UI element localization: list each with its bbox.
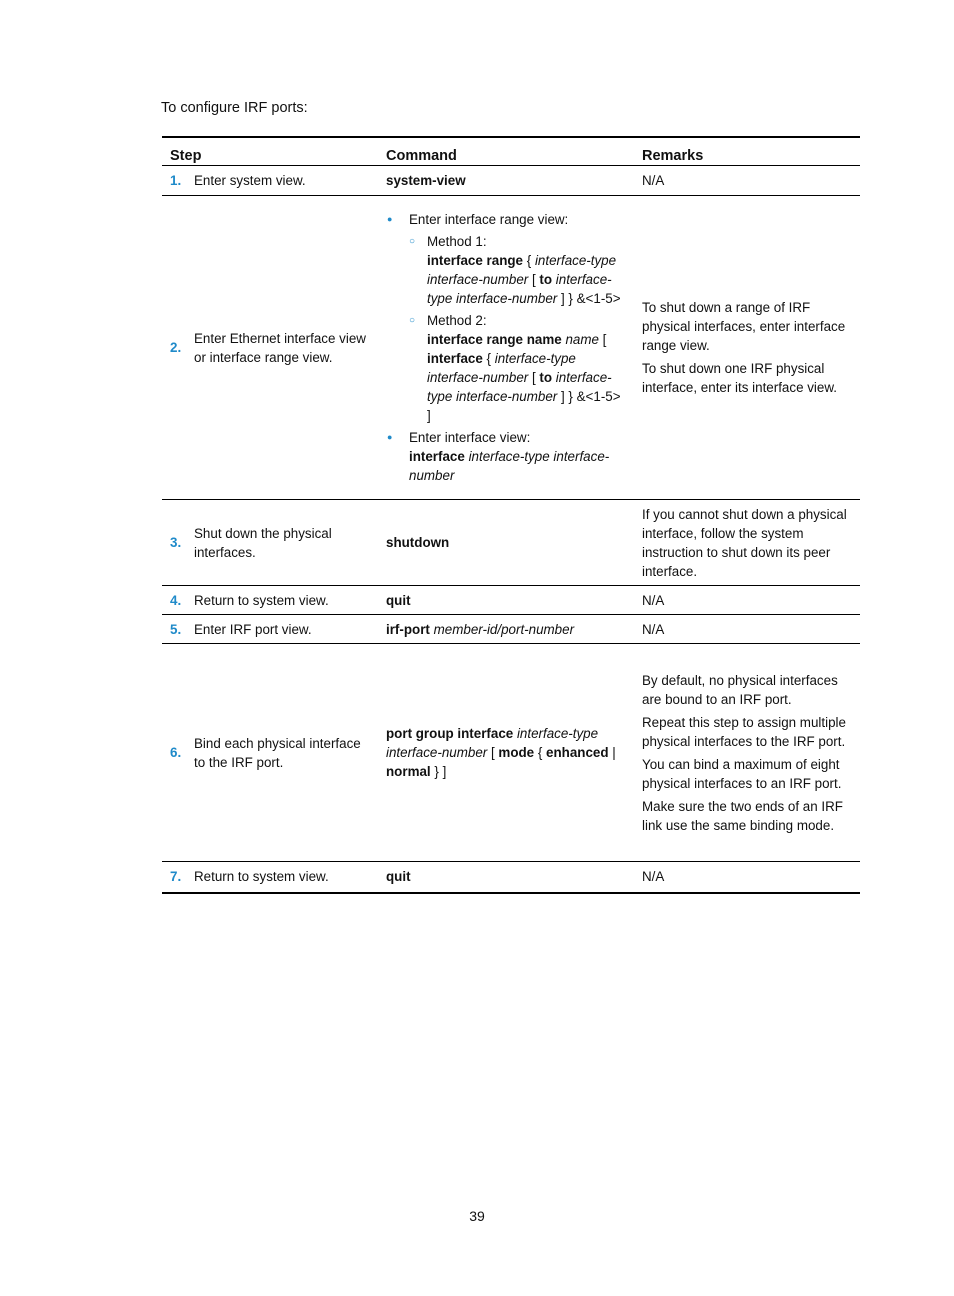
step-command	[378, 586, 634, 615]
step-number: 1.	[162, 166, 186, 196]
table-row	[162, 196, 860, 500]
step-description: Shut down the physical interfaces.	[186, 500, 378, 586]
table-row	[162, 500, 860, 586]
command-keyword: interface range name	[427, 332, 562, 347]
step-remarks: N/A	[634, 862, 860, 893]
remark-paragraph: Repeat this step to assign multiple physical interfaces to the IRF port.	[642, 714, 846, 749]
command-argument: interface-type interface-number	[427, 253, 617, 287]
step-description: Bind each physical interface to the IRF port.	[186, 644, 378, 862]
step-command	[378, 615, 634, 644]
command-argument: interface-type interface-number	[409, 449, 610, 483]
command-text: {	[482, 351, 495, 366]
step-command	[378, 196, 634, 500]
step-remarks: N/A	[634, 615, 860, 644]
table-row	[162, 644, 860, 862]
command-text: {	[534, 745, 547, 760]
table-row	[162, 862, 860, 893]
step-number: 2.	[162, 196, 186, 500]
step-remarks: N/A	[634, 166, 860, 196]
header-command: Command	[378, 137, 634, 166]
command-text: [	[528, 272, 540, 287]
table-row	[162, 615, 860, 644]
command-text: ] } &<1-5> ]	[427, 389, 621, 423]
bullet-text: Enter interface range view:	[409, 212, 569, 227]
step-remarks	[634, 196, 860, 500]
list-item	[386, 428, 626, 485]
list-item	[409, 311, 626, 425]
table-row	[162, 586, 860, 615]
list-item	[386, 210, 626, 425]
step-number: 4.	[162, 586, 186, 615]
irf-port-config-table	[162, 136, 860, 894]
intro-text: To configure IRF ports:	[161, 100, 308, 116]
command-argument: interface-type interface-number	[427, 370, 612, 404]
remark-paragraph: To shut down a range of IRF physical interfaces, enter interface range view.	[642, 300, 846, 353]
step-description: Return to system view.	[186, 586, 378, 615]
command-keyword: mode	[498, 745, 535, 760]
step-number: 7.	[162, 862, 186, 893]
step-command	[378, 500, 634, 586]
interface-command	[409, 447, 626, 485]
command-text: } ]	[430, 764, 447, 779]
command-keyword: shutdown	[386, 535, 450, 550]
command-options-list	[386, 210, 626, 485]
method-label: ○ Method 2:	[427, 313, 487, 328]
command-argument: name	[565, 332, 599, 347]
command-text: |	[608, 745, 616, 760]
command-keyword: interface range	[427, 253, 524, 268]
page-number: 39	[469, 1208, 485, 1224]
remark-paragraph: By default, no physical interfaces are bound to an IRF port.	[642, 672, 838, 707]
header-step: Step	[162, 137, 378, 166]
step-command	[378, 166, 634, 196]
method-command	[427, 330, 626, 425]
command-argument: interface-type interface-number	[427, 272, 612, 306]
command-keyword: to	[539, 272, 553, 287]
remark-paragraph: Make sure the two ends of an IRF link use the same binding mode.	[642, 798, 843, 833]
command-argument: member-id/port-number	[433, 621, 575, 637]
command-argument: interface-type interface-number	[386, 726, 599, 760]
step-description: Return to system view.	[186, 862, 378, 893]
command-keyword: port group interface	[386, 726, 514, 741]
command-keyword: irf-port	[386, 621, 430, 637]
step-remarks: If you cannot shut down a physical interface, follow the system instruction to shut down its peer interface.	[634, 500, 860, 586]
command-keyword: interface	[427, 351, 483, 366]
remark-paragraph: To shut down one IRF physical interface, enter its interface view.	[642, 361, 838, 395]
step-number: 6.	[162, 644, 186, 862]
command-keyword: to	[539, 370, 553, 385]
step-description: Enter system view.	[186, 166, 378, 196]
step-remarks: N/A	[634, 586, 860, 615]
step-command	[378, 862, 634, 893]
command-text: [	[528, 370, 540, 385]
command-text: [	[487, 745, 499, 760]
command-keyword: normal	[386, 764, 431, 779]
step-description: Enter Ethernet interface view or interface range view.	[186, 196, 378, 500]
table-header-row	[162, 137, 860, 166]
command-keyword: quit	[386, 869, 411, 885]
step-description: Enter IRF port view.	[186, 615, 378, 644]
command-keyword: interface	[409, 449, 465, 464]
table-row	[162, 166, 860, 196]
command-keyword: quit	[386, 592, 411, 608]
step-number: 3.	[162, 500, 186, 586]
method-list	[409, 232, 626, 425]
method-command	[427, 251, 626, 308]
list-item	[409, 232, 626, 308]
command-text: {	[523, 253, 535, 268]
header-remarks: Remarks	[634, 137, 860, 166]
command-text: [	[598, 332, 607, 347]
step-number: 5.	[162, 615, 186, 644]
command-text: ] } &<1-5>	[557, 291, 621, 306]
command-keyword: enhanced	[546, 745, 609, 760]
bullet-text: ● Enter interface view:	[409, 430, 531, 445]
step-command	[378, 644, 634, 862]
step-remarks	[634, 644, 860, 862]
remark-paragraph: You can bind a maximum of eight physical interfaces to an IRF port.	[642, 756, 842, 791]
command-keyword: system-view	[386, 173, 466, 188]
command-argument: interface-type interface-number	[427, 351, 576, 385]
method-label: ○ Method 1:	[427, 234, 487, 249]
